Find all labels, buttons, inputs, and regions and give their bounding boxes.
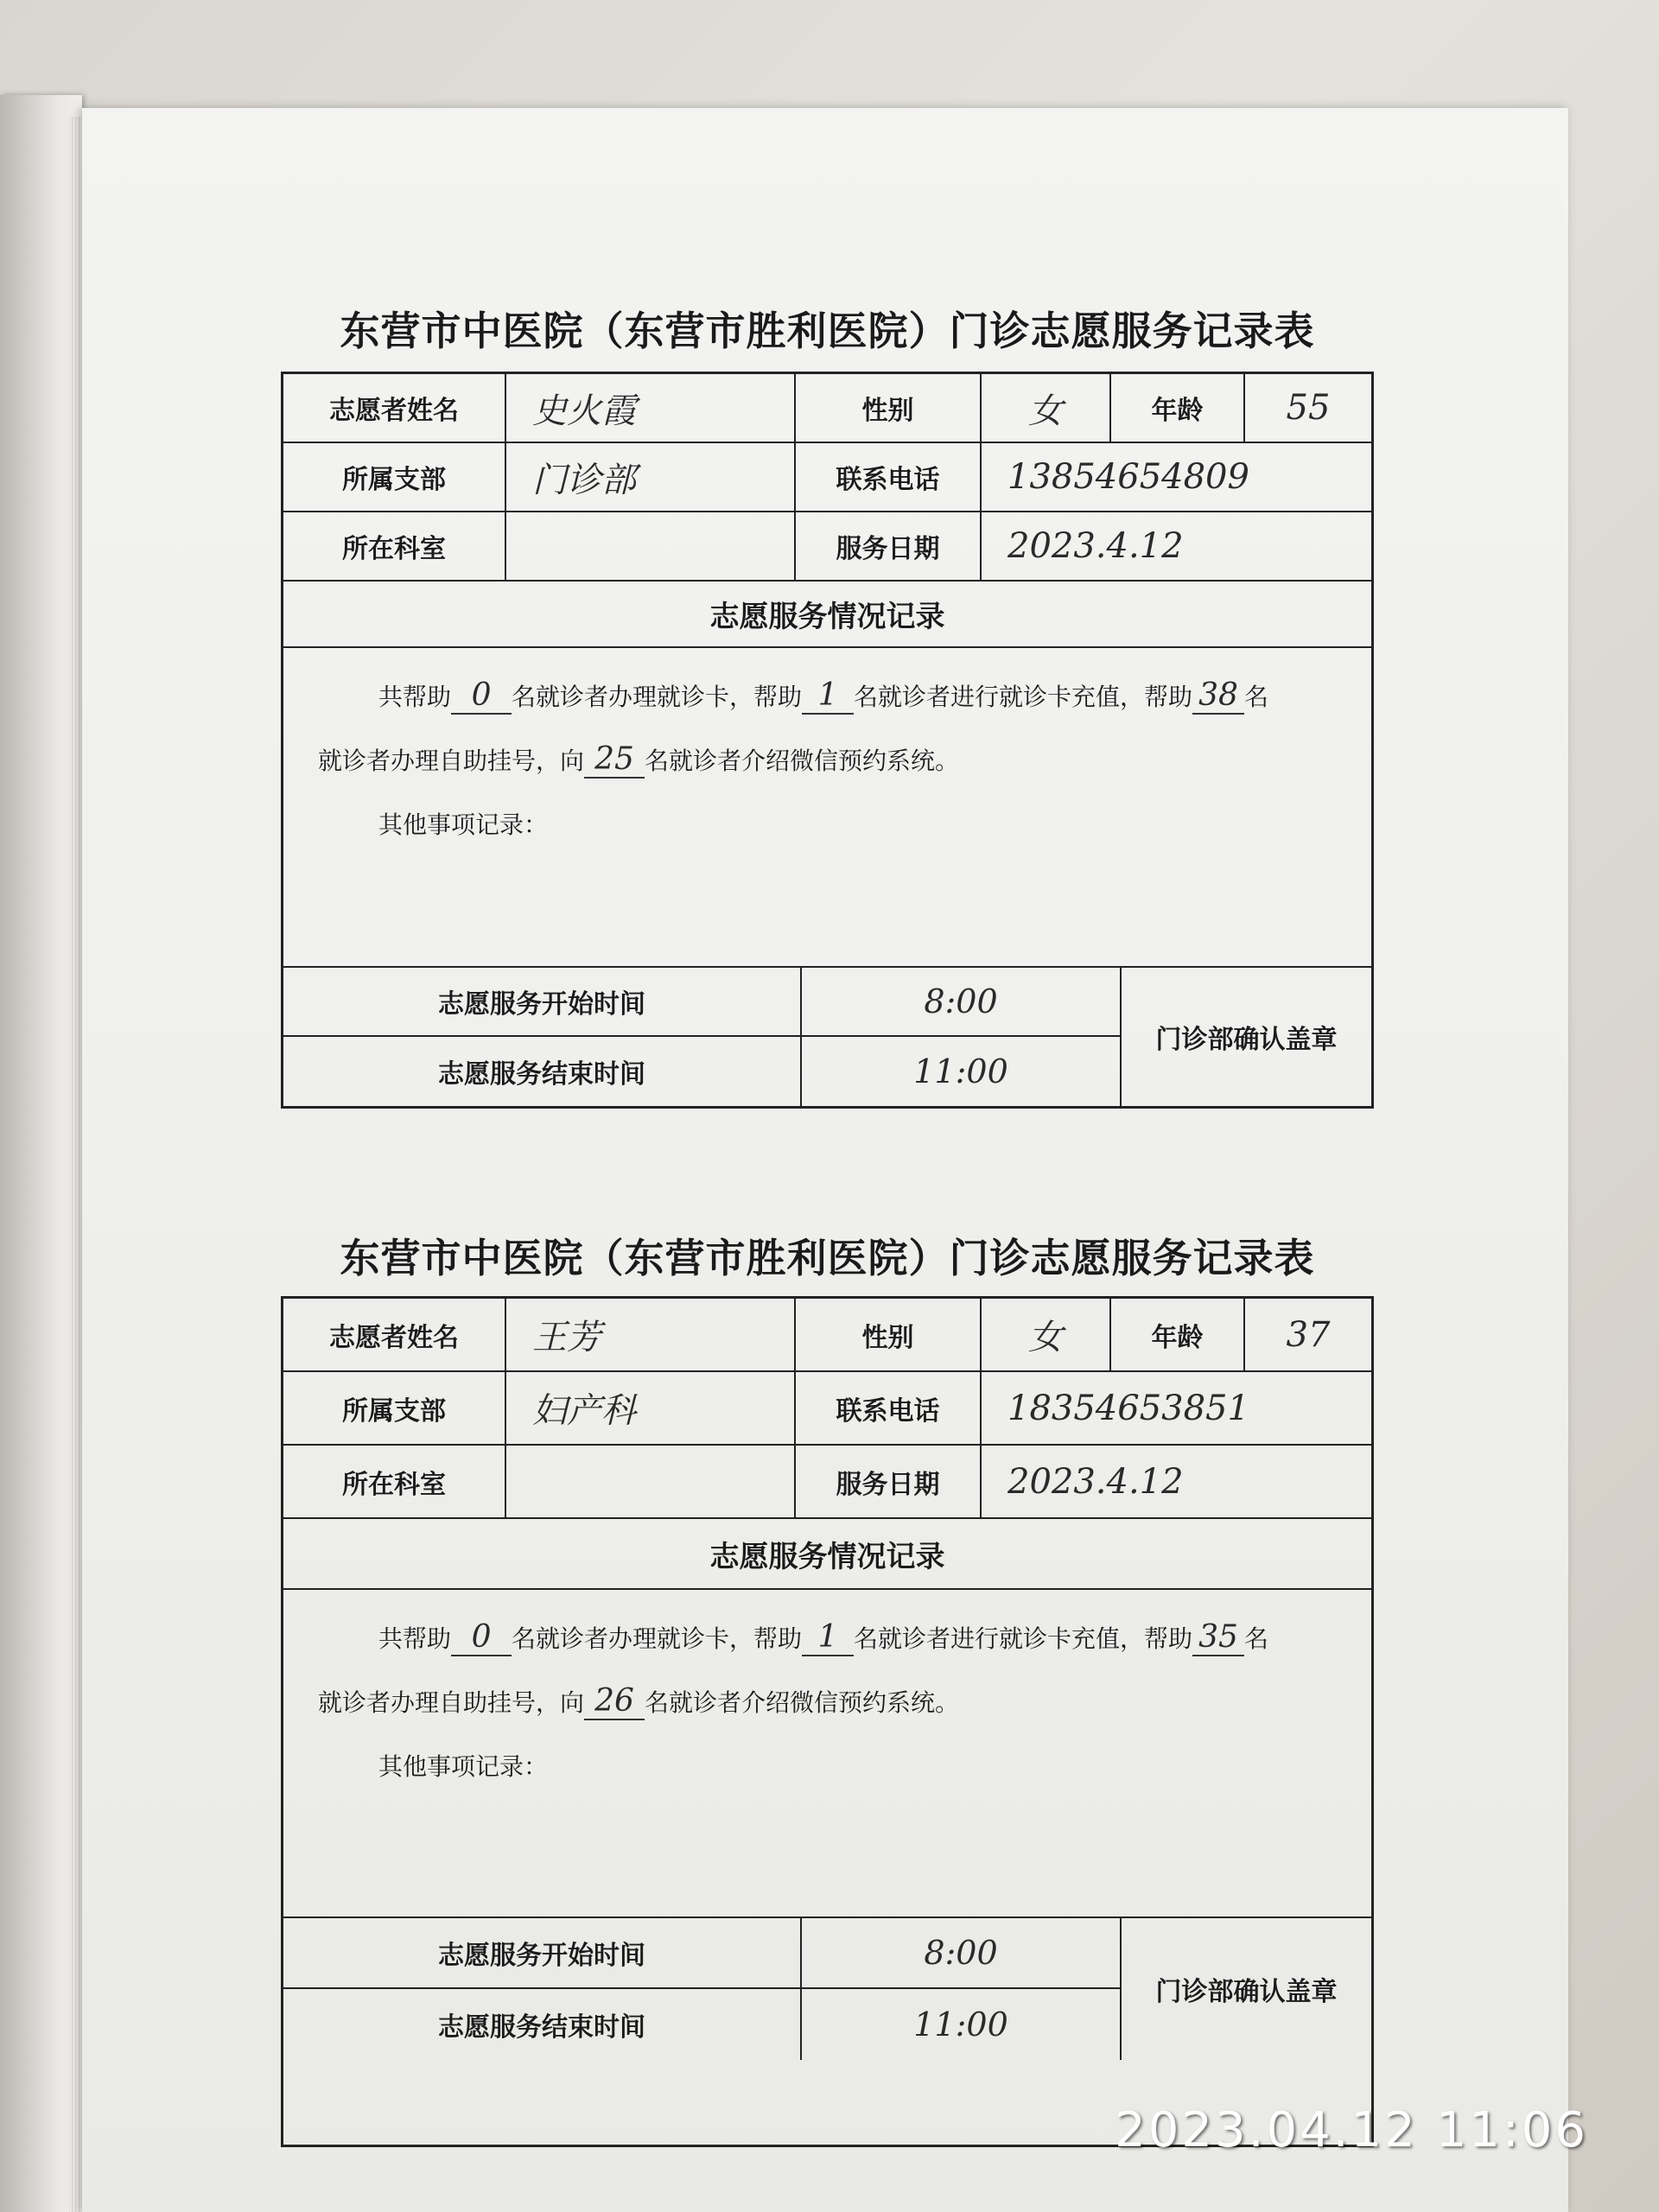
text-s1: 共帮助 bbox=[378, 683, 452, 711]
text-s5: 就诊者办理自助挂号，向 bbox=[318, 1688, 585, 1717]
text-s2: 名就诊者办理就诊卡，帮助 bbox=[512, 683, 803, 711]
value-start: 8:00 bbox=[924, 982, 998, 1020]
row-dept bbox=[283, 1446, 1371, 1519]
text-s3: 名就诊者进行就诊卡充值，帮助 bbox=[854, 683, 1193, 711]
blank-recharge: 1 bbox=[802, 1620, 854, 1656]
form-grid bbox=[281, 372, 1374, 1109]
text-s6: 名就诊者介绍微信预约系统。 bbox=[645, 1688, 960, 1717]
value-age: 37 bbox=[1286, 1314, 1331, 1355]
row-end bbox=[283, 1989, 1120, 2060]
value-dept bbox=[506, 1446, 796, 1517]
service-record bbox=[283, 1590, 1371, 1918]
row-dept bbox=[283, 512, 1371, 582]
label-end: 志愿服务结束时间 bbox=[283, 1989, 802, 2060]
text-s5: 就诊者办理自助挂号，向 bbox=[318, 747, 585, 775]
value-name: 史火霞 bbox=[506, 374, 796, 442]
blank-recharge: 1 bbox=[802, 678, 854, 715]
value-start: 8:00 bbox=[924, 1934, 998, 1972]
label-gender: 性别 bbox=[796, 1299, 982, 1370]
text-s3: 名就诊者进行就诊卡充值，帮助 bbox=[854, 1624, 1193, 1653]
value-end: 11:00 bbox=[913, 2005, 1008, 2044]
row-start bbox=[283, 1918, 1120, 1989]
label-age: 年龄 bbox=[1111, 1299, 1245, 1370]
value-dept bbox=[506, 512, 796, 580]
label-age: 年龄 bbox=[1111, 374, 1245, 442]
label-dept: 所在科室 bbox=[283, 1446, 506, 1517]
form-sheet bbox=[82, 108, 1568, 2212]
value-branch: 妇产科 bbox=[506, 1372, 796, 1444]
value-gender: 女 bbox=[982, 374, 1111, 442]
label-dept: 所在科室 bbox=[283, 512, 506, 580]
value-age: 55 bbox=[1286, 388, 1331, 428]
label-gender: 性别 bbox=[796, 374, 982, 442]
time-left bbox=[283, 968, 1122, 1106]
value-name: 王芳 bbox=[506, 1299, 796, 1370]
form-title: 东营市中医院（东营市胜利医院）门诊志愿服务记录表 bbox=[340, 1235, 1315, 1281]
text-s2: 名就诊者办理就诊卡，帮助 bbox=[512, 1624, 803, 1653]
label-name: 志愿者姓名 bbox=[283, 374, 506, 442]
label-branch: 所属支部 bbox=[283, 443, 506, 511]
value-phone: 13854654809 bbox=[1007, 457, 1249, 497]
label-start: 志愿服务开始时间 bbox=[283, 1918, 802, 1987]
row-name bbox=[283, 1299, 1371, 1372]
other-notes-label: 其他事项记录： bbox=[378, 1752, 549, 1781]
blank-wechat: 25 bbox=[584, 742, 645, 779]
label-end: 志愿服务结束时间 bbox=[283, 1037, 802, 1106]
stamp-cell: 门诊部确认盖章 bbox=[1155, 1977, 1338, 2007]
label-phone: 联系电话 bbox=[796, 1372, 982, 1444]
section-heading: 志愿服务情况记录 bbox=[283, 1519, 1371, 1590]
photo-timestamp: 2023.04.12 11:06 bbox=[1115, 2102, 1588, 2158]
stamp-cell: 门诊部确认盖章 bbox=[1155, 1025, 1338, 1055]
text-s4: 名 bbox=[1244, 1624, 1269, 1653]
text-s6: 名就诊者介绍微信预约系统。 bbox=[645, 747, 960, 775]
value-branch: 门诊部 bbox=[506, 443, 796, 511]
time-block bbox=[283, 968, 1371, 1106]
text-s4: 名 bbox=[1244, 683, 1269, 711]
value-end: 11:00 bbox=[913, 1052, 1008, 1090]
row-branch bbox=[283, 1372, 1371, 1446]
other-notes-label: 其他事项记录： bbox=[378, 810, 549, 839]
value-gender: 女 bbox=[982, 1299, 1111, 1370]
blank-cards: 0 bbox=[451, 678, 512, 715]
label-start: 志愿服务开始时间 bbox=[283, 968, 802, 1035]
value-date: 2023.4.12 bbox=[1007, 526, 1184, 566]
label-date: 服务日期 bbox=[796, 512, 982, 580]
label-phone: 联系电话 bbox=[796, 443, 982, 511]
time-left bbox=[283, 1918, 1122, 2060]
blank-register: 38 bbox=[1192, 678, 1244, 715]
value-phone: 18354653851 bbox=[1007, 1388, 1249, 1428]
blank-cards: 0 bbox=[451, 1620, 512, 1656]
row-branch bbox=[283, 443, 1371, 512]
form-grid bbox=[281, 1296, 1374, 2147]
row-name bbox=[283, 374, 1371, 443]
blank-wechat: 26 bbox=[584, 1684, 645, 1720]
value-date: 2023.4.12 bbox=[1007, 1461, 1184, 1502]
blank-register: 35 bbox=[1192, 1620, 1244, 1656]
section-heading: 志愿服务情况记录 bbox=[283, 582, 1371, 648]
form-title: 东营市中医院（东营市胜利医院）门诊志愿服务记录表 bbox=[340, 308, 1315, 354]
text-s1: 共帮助 bbox=[378, 1624, 452, 1653]
row-start bbox=[283, 968, 1120, 1037]
label-date: 服务日期 bbox=[796, 1446, 982, 1517]
label-branch: 所属支部 bbox=[283, 1372, 506, 1444]
label-name: 志愿者姓名 bbox=[283, 1299, 506, 1370]
service-record bbox=[283, 648, 1371, 968]
time-block bbox=[283, 1918, 1371, 2060]
row-end bbox=[283, 1037, 1120, 1106]
